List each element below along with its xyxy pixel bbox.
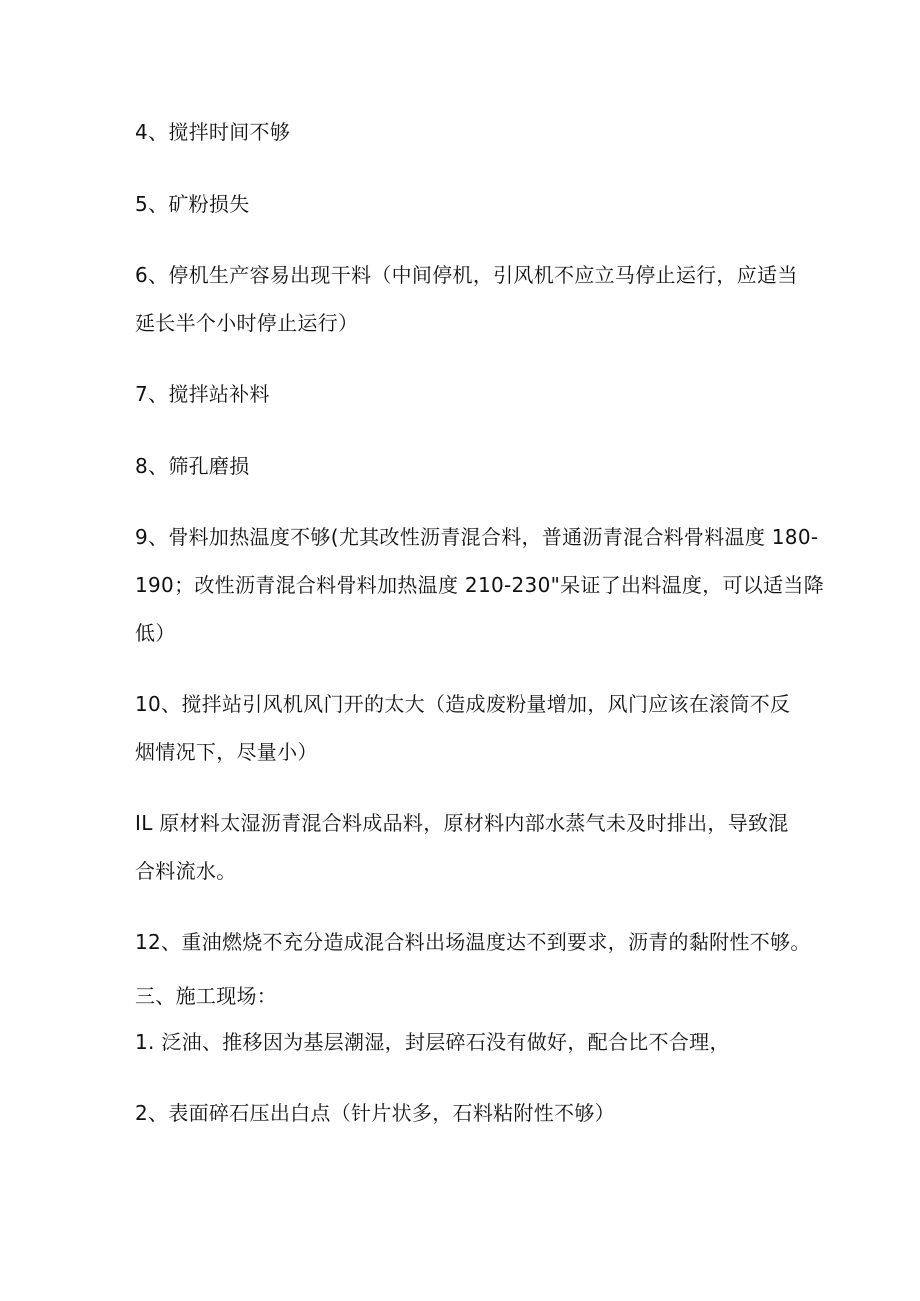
section-3-heading: 三、施工现场：	[135, 984, 278, 1008]
item-6-shutdown-dry-material-line2: 延长半个小时停止运行）	[135, 311, 359, 335]
item-6-shutdown-dry-material-line1: 6、停机生产容易出现干料（中间停机，引风机不应立马停止运行，应适当	[135, 263, 798, 287]
item-11-raw-material-wet-line2: 合料流水。	[135, 859, 237, 883]
item-9-aggregate-heating-line3: 低）	[135, 621, 176, 645]
item-8-screen-hole-wear: 8、筛孔磨损	[135, 454, 250, 478]
item-10-fan-damper-line2: 烟情况下，尽量小）	[135, 740, 318, 764]
item-11-raw-material-wet-line1: IL 原材料太湿沥青混合料成品料，原材料内部水蒸气未及时排出，导致混	[135, 811, 789, 835]
item-10-fan-damper-line1: 10、搅拌站引风机风门开的太大（造成废粉量增加，风门应该在滚筒不反	[135, 692, 791, 716]
site-item-2-white-spots: 2、表面碎石压出白点（针片状多，石料粘附性不够）	[135, 1101, 615, 1125]
item-9-aggregate-heating-line1: 9、骨料加热温度不够(尤其改性沥青混合料，普通沥青混合料骨料温度 180-	[135, 525, 819, 549]
item-4-mixing-time: 4、搅拌时间不够	[135, 120, 291, 144]
site-item-1-bleeding-shoving: 1. 泛油、推移因为基层潮湿，封层碎石没有做好，配合比不合理，	[135, 1030, 730, 1054]
item-5-mineral-powder-loss: 5、矿粉损失	[135, 192, 250, 216]
item-12-heavy-oil-combustion: 12、重油燃烧不充分造成混合料出场温度达不到要求，沥青的黏附性不够。	[135, 930, 811, 954]
item-7-mixing-station-replenish: 7、搅拌站补料	[135, 382, 270, 406]
item-9-aggregate-heating-line2: 190；改性沥青混合料骨料加热温度 210-230"呆证了出料温度，可以适当降	[135, 573, 824, 597]
